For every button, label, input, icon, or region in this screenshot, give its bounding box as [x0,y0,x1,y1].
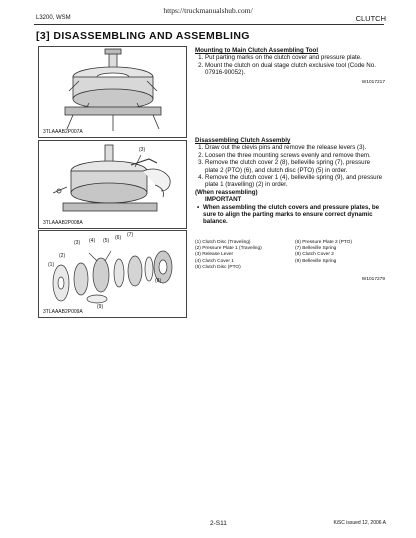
disassembling-step: 1. Draw out the clevis pins and remove the release levers (3). [205,144,385,151]
legend-item: (3) Release Lever [195,252,234,258]
callout-3: (3) [74,240,81,246]
disassembling-steps [195,144,385,188]
clutch-on-tool-illustration [39,47,186,137]
legend-item: (9) Belleville Spring [295,258,337,264]
source-url[interactable]: https://truckmanualshub.com/ [163,6,253,15]
mounting-section [195,47,385,86]
important-label: IMPORTANT [205,196,242,204]
issue-info: KiSC issued 12, 2006 A [333,520,386,526]
exploded-clutch-illustration [39,231,186,317]
figure-clutch-on-tool [38,46,187,138]
disassembling-heading: Disassembling Clutch Assembly [195,137,291,144]
callout-1: (1) [48,262,55,268]
parts-legend [195,240,385,283]
legend-item: (8) Clutch Cover 2 [295,252,334,258]
figure-exploded-clutch [38,230,187,318]
page-number: 2-S11 [210,520,227,527]
legend-item: (4) Clutch Cover 1 [195,258,234,264]
release-lever-illustration [39,141,186,228]
legend-item: (1) Clutch Disc (Traveling) [195,240,251,245]
section-name: CLUTCH [355,14,386,23]
page-title: [3] DISASSEMBLING AND ASSEMBLING [36,30,250,42]
disassembling-section [195,137,385,226]
reference-code: W1017217 [361,79,385,85]
reference-code: W1017279 [361,277,385,283]
callout-7: (7) [127,232,134,238]
callout-6: (6) [115,235,122,241]
figure-code: 3TLAAAB2P007A [43,129,83,135]
figure-release-lever [38,140,187,229]
bullet-icon: • [197,203,200,211]
disassembling-step: 4. Remove the clutch cover 1 (4), belleville spring (9), and pressure plate 1 (travelling) (2) in order. [205,174,385,189]
disassembling-step: 2. Loosen the three mounting screws evenly and remove them. [205,152,385,159]
header-rule [34,24,384,25]
legend-item: (2) Pressure Plate 1 (Traveling) [195,246,262,252]
legend-table [195,240,352,271]
mounting-step: 1. Put parting marks on the clutch cover and pressure plate. [205,54,385,61]
mounting-steps [195,54,385,76]
legend-item: (5) Clutch Disc (PTO) [195,264,241,270]
mounting-heading: Mounting to Main Clutch Assembling Tool [195,47,319,54]
callout-4: (4) [89,238,96,244]
callout-2: (2) [59,253,66,259]
reassembling-heading: (When reassembling) [195,188,258,196]
callout-3: (3) [139,147,146,153]
callout-8: (8) [155,278,162,284]
figure-code: 3TLAAAB2P008A [43,220,83,226]
callout-9: (9) [97,304,104,310]
important-note [195,204,385,226]
legend-item: (6) Pressure Plate 2 (PTO) [295,240,352,245]
figure-code: 3TLAAAB2P009A [43,309,83,315]
legend-item: (7) Belleville Spring [295,246,337,252]
important-text: When assembling the clutch covers and pressure plates, be sure to align the parting marks to ensure correct dynamic balance. [203,203,380,226]
mounting-step: 2. Mount the clutch on dual stage clutch exclusive tool (Code No. 07916-90052). [205,62,385,77]
disassembling-step: 3. Remove the clutch cover 2 (8), belleville spring (7), pressure plate 2 (PTO) (6), and clutch disc (PTO) (5) in order. [205,159,385,174]
callout-5: (5) [103,238,110,244]
document-id: L3200, WSM [36,15,71,21]
